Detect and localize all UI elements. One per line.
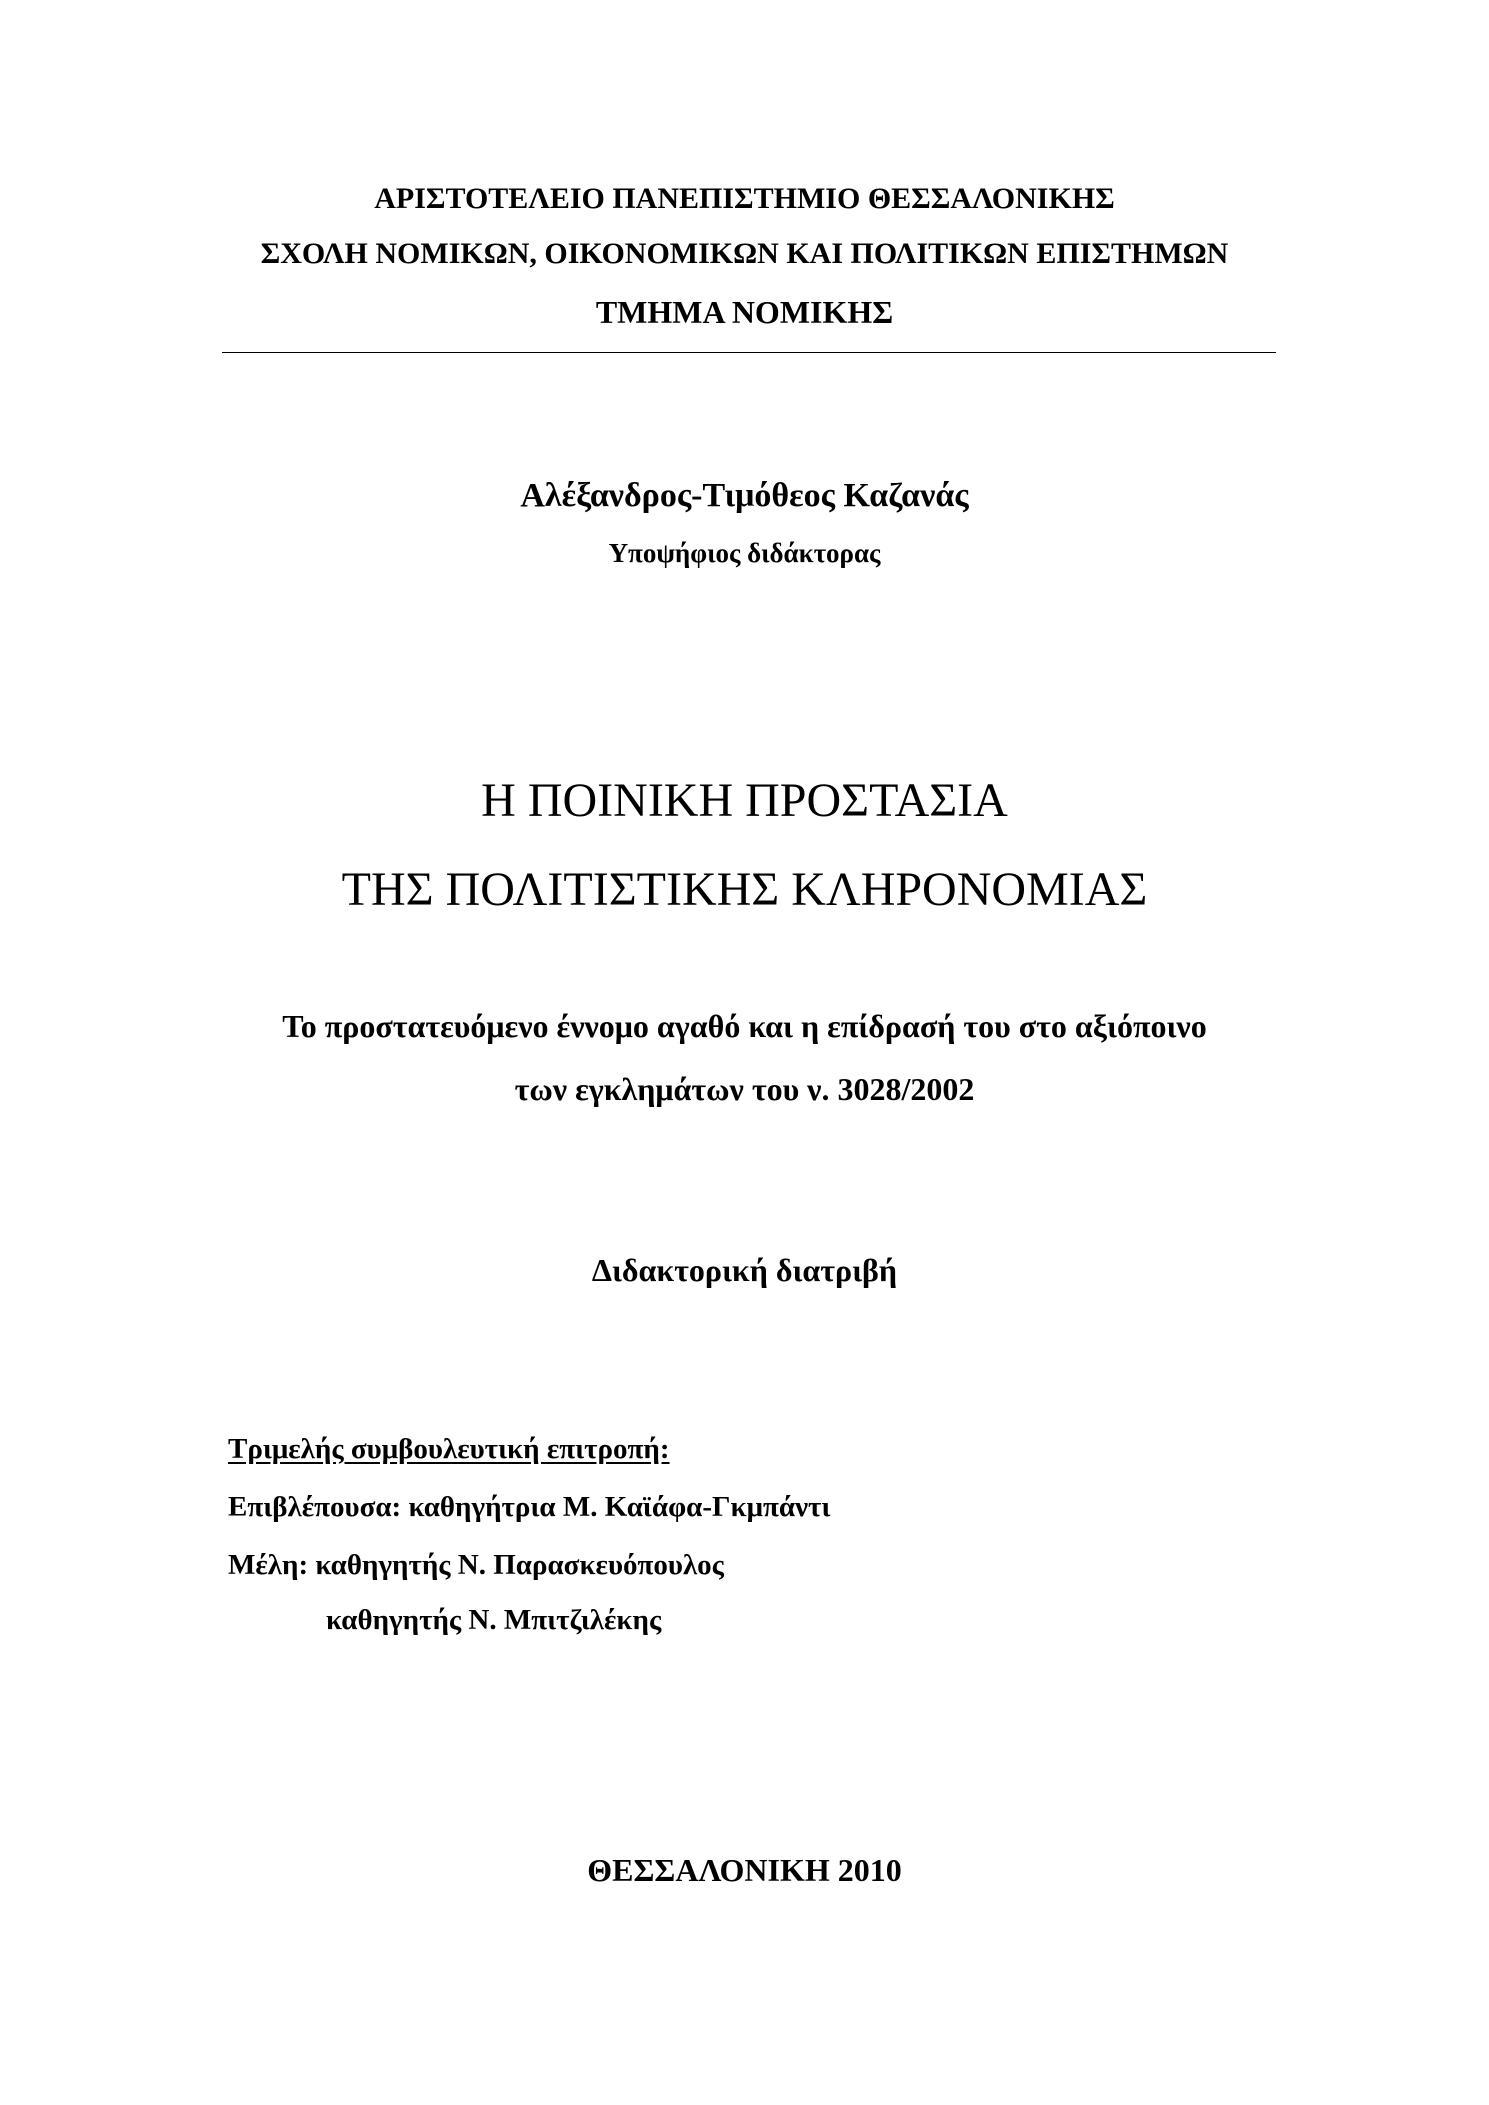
- thesis-title-line-2: ΤΗΣ ΠΟΛΙΤΙΣΤΙΚΗΣ ΚΛΗΡΟΝΟΜΙΑΣ: [341, 863, 1148, 916]
- header-divider: [222, 352, 1276, 353]
- thesis-title-line-1: Η ΠΟΙΝΙΚΗ ΠΡΟΣΤΑΣΙΑ: [481, 774, 1008, 827]
- committee-member-2: καθηγητής Ν. Μπιτζιλέκης: [326, 1604, 662, 1636]
- university-name: ΑΡΙΣΤΟΤΕΛΕΙΟ ΠΑΝΕΠΙΣΤΗΜΙΟ ΘΕΣΣΑΛΟΝΙΚΗΣ: [374, 182, 1115, 215]
- committee-heading: Τριμελής συμβουλευτική επιτροπή:: [228, 1433, 670, 1465]
- thesis-subtitle-line-2: των εγκλημάτων του ν. 3028/2002: [514, 1071, 975, 1107]
- committee-member-1: Μέλη: καθηγητής Ν. Παρασκευόπουλος: [228, 1549, 724, 1581]
- thesis-subtitle-line-1: Το προστατευόμενο έννομο αγαθό και η επίδρασή του στο αξιόποινο: [282, 1008, 1207, 1044]
- place-and-year: ΘΕΣΣΑΛΟΝΙΚΗ 2010: [587, 1852, 902, 1888]
- author-role: Υποψήφιος διδάκτορας: [608, 538, 881, 568]
- committee-supervisor: Επιβλέπουσα: καθηγήτρια Μ. Καϊάφα-Γκμπάντι: [228, 1491, 831, 1523]
- school-name: ΣΧΟΛΗ ΝΟΜΙΚΩΝ, ΟΙΚΟΝΟΜΙΚΩΝ ΚΑΙ ΠΟΛΙΤΙΚΩΝ ΕΠΙΣΤΗΜΩΝ: [260, 237, 1229, 270]
- author-name: Αλέξανδρος-Τιμόθεος Καζανάς: [520, 477, 969, 514]
- document-type: Διδακτορική διατριβή: [591, 1252, 898, 1288]
- department-name: ΤΜΗΜΑ ΝΟΜΙΚΗΣ: [595, 294, 894, 330]
